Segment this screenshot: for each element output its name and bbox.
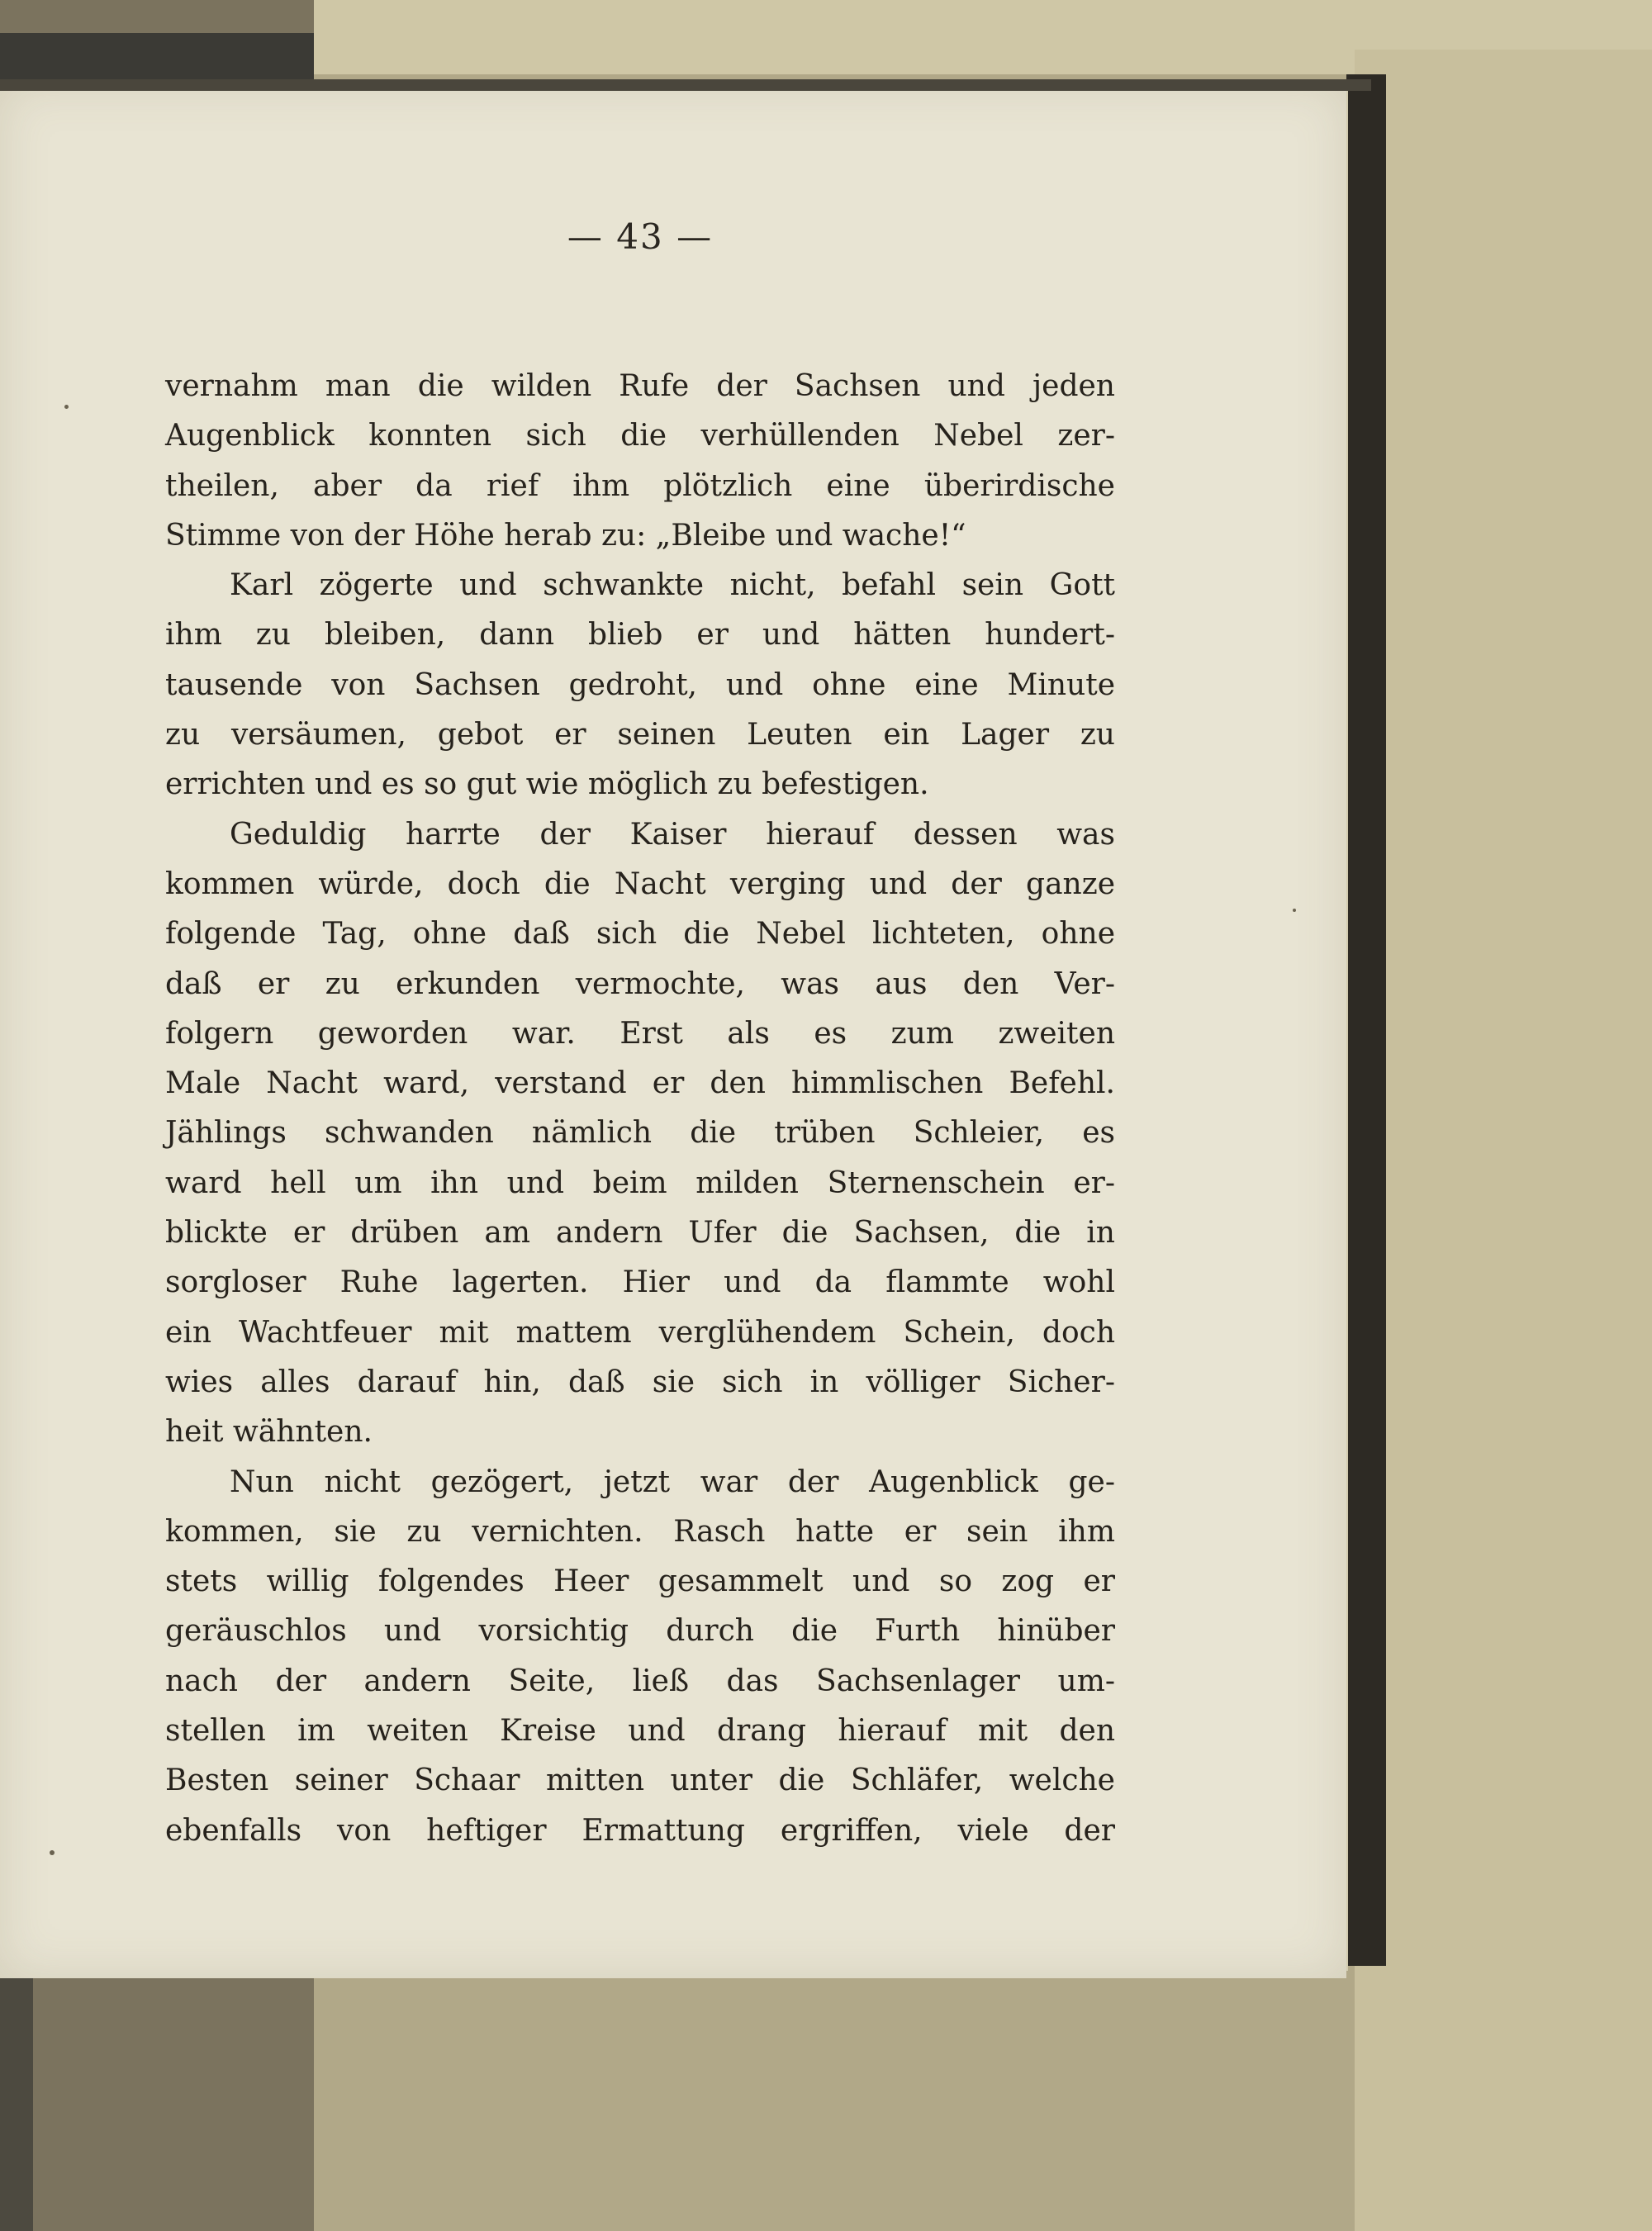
text-line: folgern geworden war. Erst als es zum zweiten bbox=[165, 1016, 1115, 1051]
text-line: sorgloser Ruhe lagerten. Hier und da flammte wohl bbox=[165, 1265, 1115, 1300]
text-line: errichten und es so gut wie möglich zu befestigen. bbox=[165, 767, 929, 802]
page-number: — 43 — bbox=[567, 216, 714, 257]
text-line: ihm zu bleiben, dann blieb er und hätten hundert- bbox=[165, 618, 1115, 653]
body-text bbox=[165, 362, 1115, 1856]
text-line: zu versäumen, gebot er seinen Leuten ein Lager zu bbox=[165, 718, 1115, 752]
text-line: tausende von Sachsen gedroht, und ohne eine Minute bbox=[165, 667, 1115, 702]
text-line: Karl zögerte und schwankte nicht, befahl sein Gott bbox=[230, 568, 1115, 603]
text-line: heit wähnten. bbox=[165, 1415, 373, 1450]
paper-speck bbox=[1293, 909, 1296, 912]
text-line: Jählings schwanden nämlich die trüben Schleier, es bbox=[165, 1116, 1115, 1151]
text-line: Augenblick konnten sich die verhüllenden Nebel zer- bbox=[165, 419, 1115, 453]
text-line: stets willig folgendes Heer gesammelt und so zog er bbox=[165, 1564, 1115, 1599]
paper-speck bbox=[64, 405, 69, 409]
text-line: Stimme von der Höhe herab zu: „Bleibe und wache!“ bbox=[165, 518, 966, 553]
text-line: Besten seiner Schaar mitten unter die Schläfer, welche bbox=[165, 1763, 1115, 1798]
text-line: blickte er drüben am andern Ufer die Sachsen, die in bbox=[165, 1216, 1115, 1251]
text-line: theilen, aber da rief ihm plötzlich eine überirdische bbox=[165, 468, 1115, 503]
text-line: Male Nacht ward, verstand er den himmlischen Befehl. bbox=[165, 1066, 1115, 1101]
text-line: daß er zu erkunden vermochte, was aus den Ver- bbox=[165, 966, 1115, 1001]
page-top-edge bbox=[0, 79, 1371, 91]
text-line: kommen würde, doch die Nacht verging und der ganze bbox=[165, 866, 1115, 901]
text-line: folgende Tag, ohne daß sich die Nebel lichteten, ohne bbox=[165, 917, 1115, 952]
text-line: ein Wachtfeuer mit mattem verglühendem Schein, doch bbox=[165, 1315, 1115, 1350]
text-line: vernahm man die wilden Rufe der Sachsen und jeden bbox=[165, 369, 1115, 403]
paper-speck bbox=[50, 1850, 55, 1855]
text-line: ebenfalls von heftiger Ermattung ergriffen, viele der bbox=[165, 1813, 1115, 1848]
text-line: ward hell um ihn und beim milden Sternenschein er- bbox=[165, 1165, 1115, 1200]
text-line: kommen, sie zu vernichten. Rasch hatte er sein ihm bbox=[165, 1514, 1115, 1549]
cover-right-board bbox=[1355, 50, 1652, 2231]
text-line: geräuschlos und vorsichtig durch die Furth hinüber bbox=[165, 1614, 1115, 1649]
page-stack-edge bbox=[1346, 74, 1386, 1966]
text-line: Nun nicht gezögert, jetzt war der Augenblick ge- bbox=[230, 1464, 1115, 1499]
text-line: stellen im weiten Kreise und drang hierauf mit den bbox=[165, 1714, 1115, 1749]
text-line: Geduldig harrte der Kaiser hierauf dessen was bbox=[230, 817, 1115, 852]
text-line: nach der andern Seite, ließ das Sachsenlager um- bbox=[165, 1664, 1115, 1698]
text-line: wies alles darauf hin, daß sie sich in völliger Sicher- bbox=[165, 1365, 1115, 1399]
